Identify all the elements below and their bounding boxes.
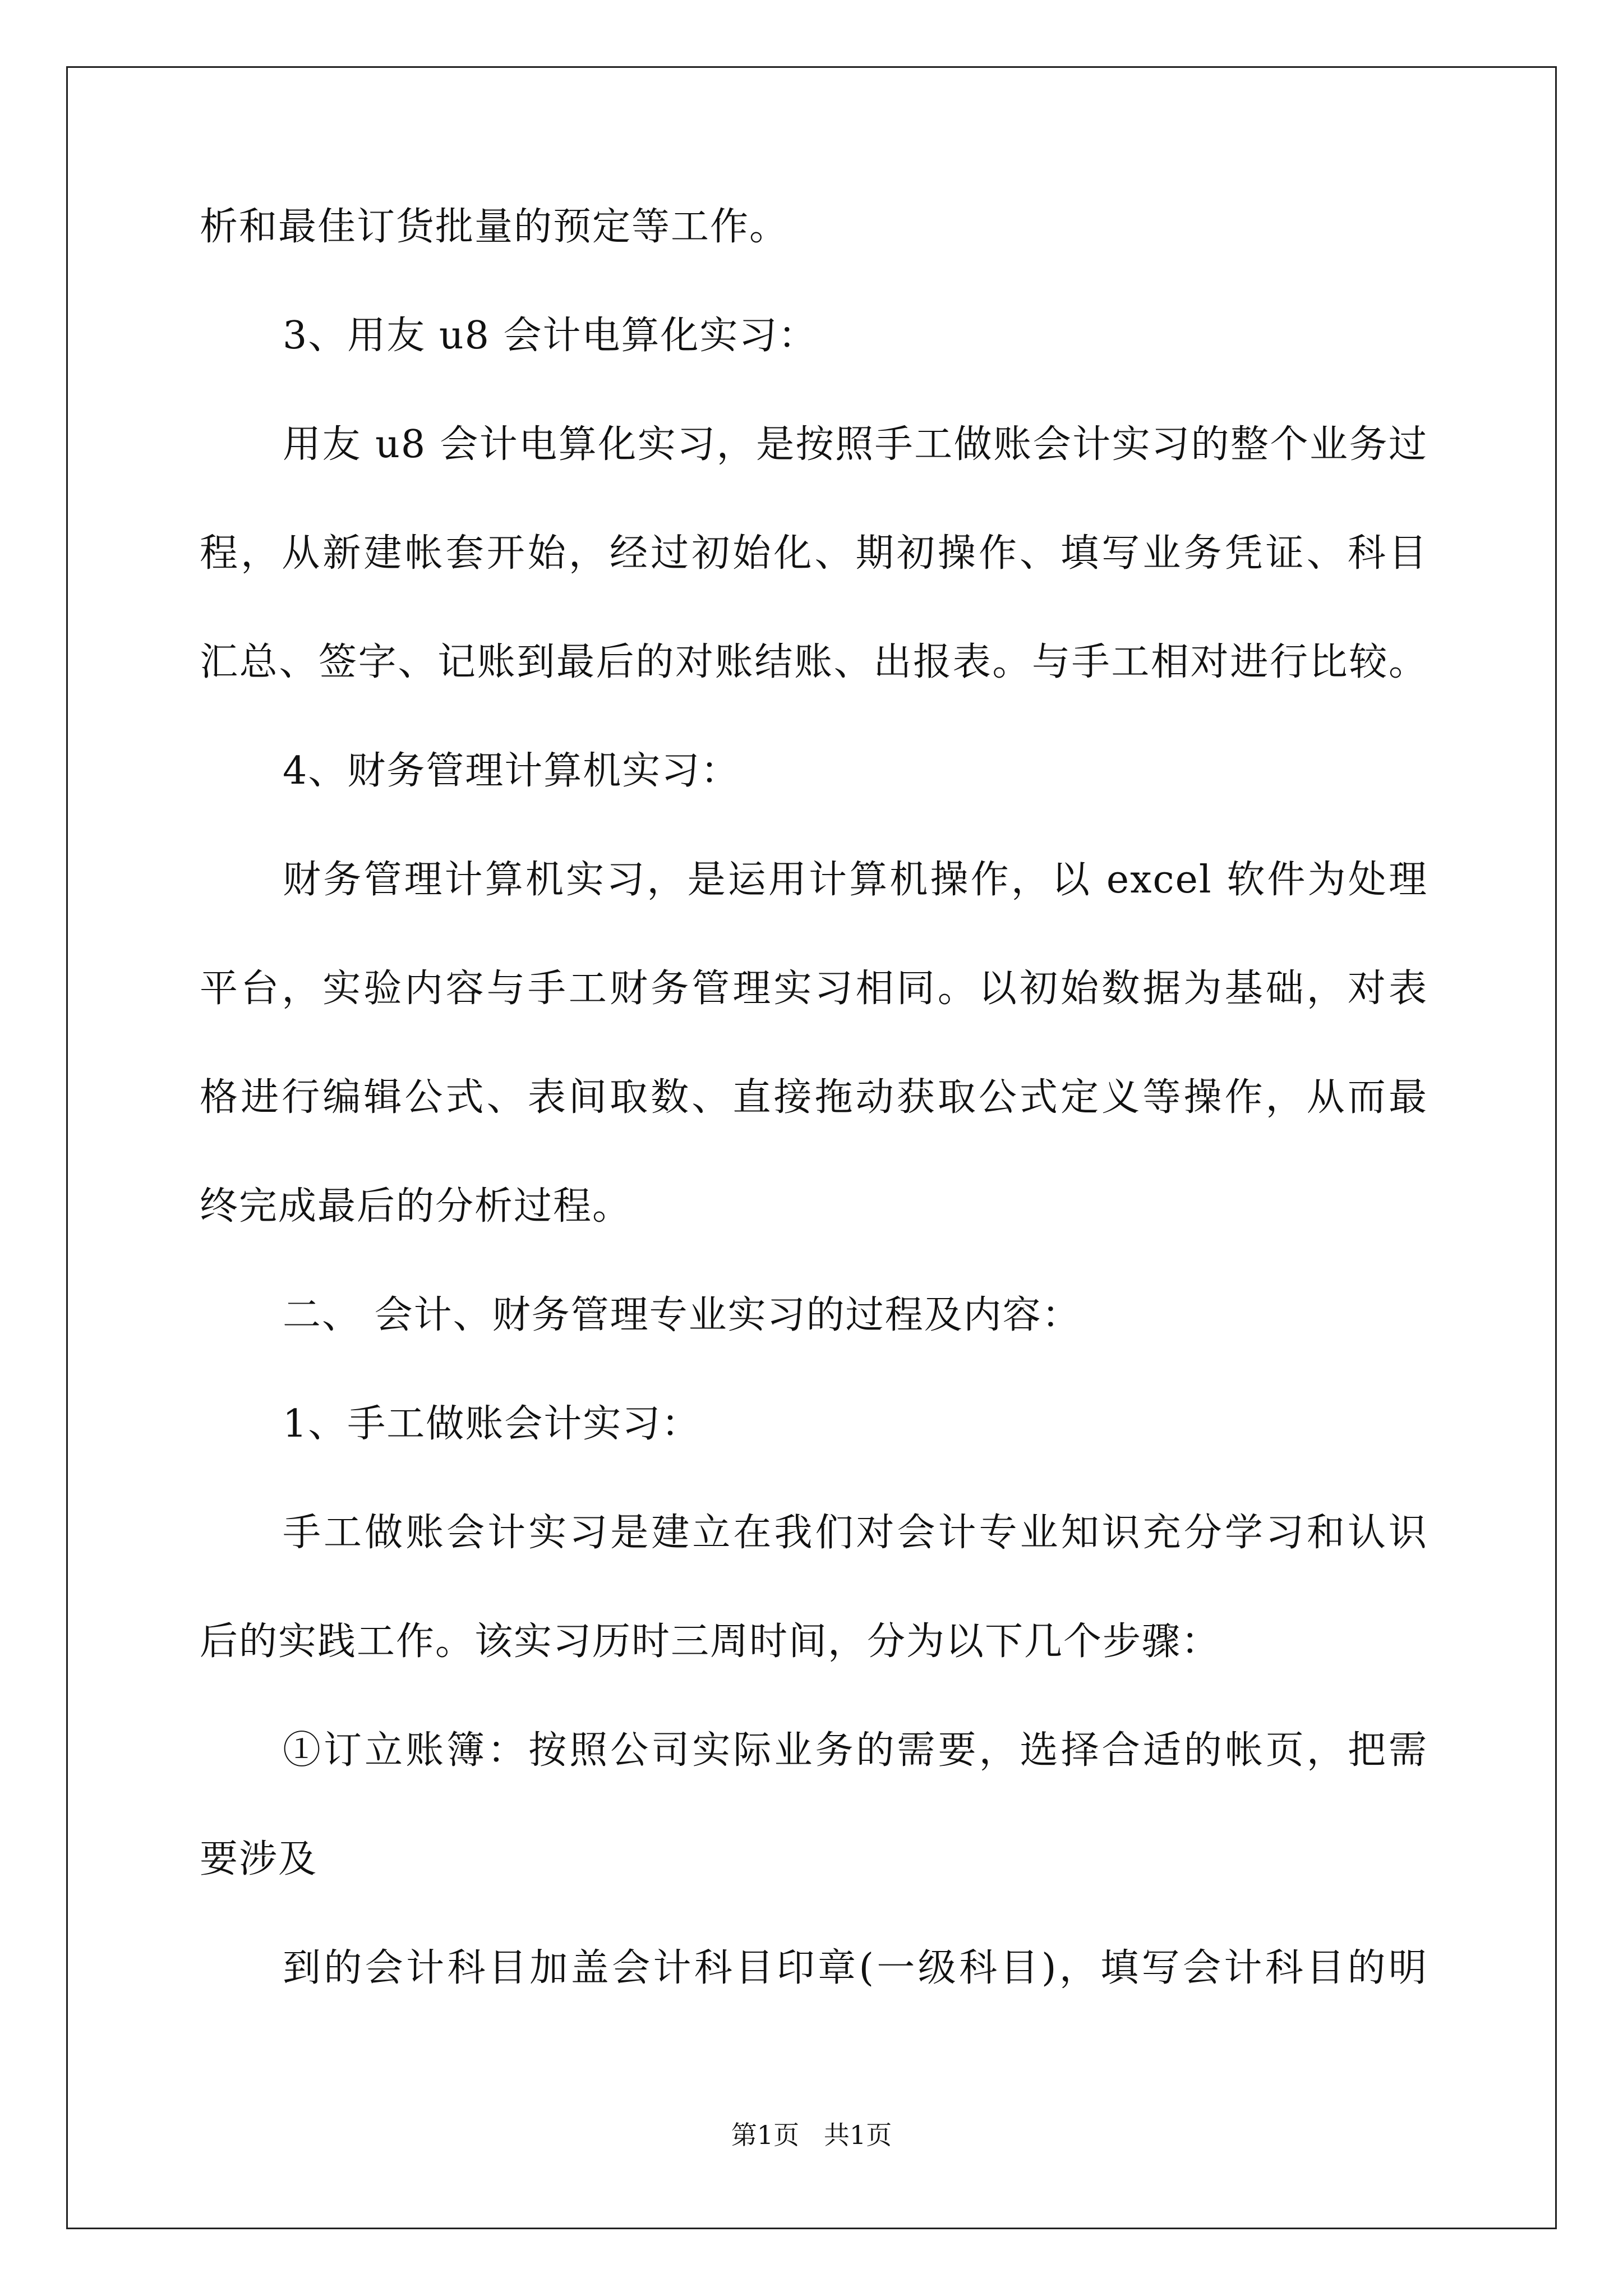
text-line: 格进行编辑公式、表间取数、直接拖动获取公式定义等操作，从而最 bbox=[200, 1075, 1428, 1120]
text-line: 手工做账会计实习是建立在我们对会计专业知识充分学习和认识 bbox=[283, 1511, 1428, 1555]
text-line: 析和最佳订货批量的预定等工作。 bbox=[200, 205, 789, 249]
text-line: ①订立账簿：按照公司实际业务的需要，选择合适的帐页，把需 bbox=[283, 1728, 1428, 1773]
page-border bbox=[66, 66, 1557, 2229]
text-line: 汇总、签字、记账到最后的对账结账、出报表。与手工相对进行比较。 bbox=[200, 640, 1428, 684]
text-line: 程，从新建帐套开始，经过初始化、期初操作、填写业务凭证、科目 bbox=[200, 531, 1428, 576]
text-line: 后的实践工作。该实习历时三周时间，分为以下几个步骤： bbox=[200, 1619, 1221, 1664]
text-line: 1、手工做账会计实习： bbox=[283, 1402, 701, 1446]
text-line: 3、用友 u8 会计电算化实习： bbox=[283, 314, 818, 358]
text-line: 用友 u8 会计电算化实习，是按照手工做账会计实习的整个业务过 bbox=[283, 422, 1428, 467]
text-line: 终完成最后的分析过程。 bbox=[200, 1184, 632, 1228]
text-line: 4、财务管理计算机实习： bbox=[283, 749, 740, 793]
text-line: 到的会计科目加盖会计科目印章(一级科目)，填写会计科目的明 bbox=[283, 1946, 1428, 1990]
text-line: 平台，实验内容与手工财务管理实习相同。以初始数据为基础，对表 bbox=[200, 967, 1428, 1011]
page-footer: 第1页 共1页 bbox=[731, 2120, 892, 2150]
text-line: 财务管理计算机实习，是运用计算机操作，以 excel 软件为处理 bbox=[283, 858, 1428, 902]
text-line: 要涉及 bbox=[200, 1837, 318, 1881]
section-heading: 二、 会计、财务管理专业实习的过程及内容： bbox=[283, 1293, 1081, 1337]
